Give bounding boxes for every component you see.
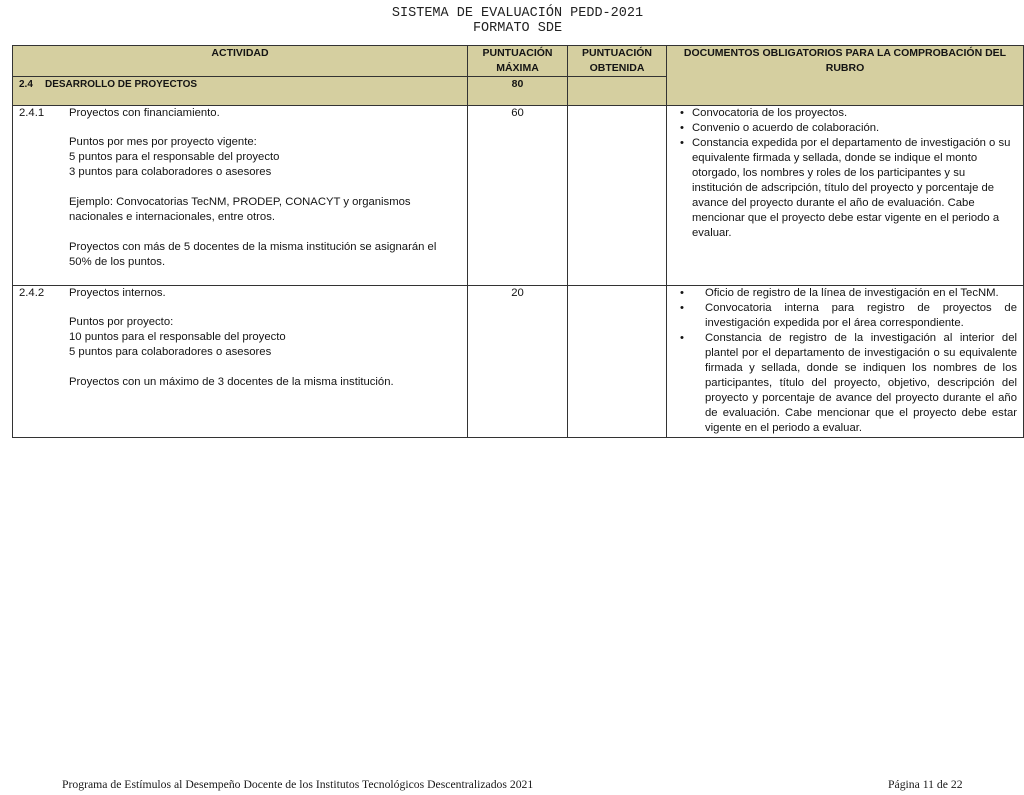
activity-title-line xyxy=(19,286,461,301)
table-row xyxy=(13,286,1024,438)
max-score: 20 xyxy=(468,286,568,438)
points-item: 5 puntos para colaboradores o asesores xyxy=(69,346,272,358)
points-item: 5 puntos para el responsable del proyecto xyxy=(69,151,280,163)
activity-cell xyxy=(13,106,468,286)
documents-list xyxy=(673,106,1017,241)
document-subtitle: FORMATO SDE xyxy=(472,21,563,36)
activity-title-line xyxy=(19,106,461,121)
section-number: 2.4 xyxy=(19,79,33,90)
footer-program: Programa de Estímulos al Desempeño Docente de los Institutos Tecnológicos Descentralizados 2021 xyxy=(62,778,534,791)
column-header-activity: ACTIVIDAD xyxy=(13,46,468,77)
activity-number: 2.4.2 xyxy=(19,287,45,299)
activity-details xyxy=(19,315,461,390)
column-header-documents: DOCUMENTOS OBLIGATORIOS PARA LA COMPROBACIÓN DEL RUBRO xyxy=(667,46,1024,106)
documents-cell xyxy=(667,106,1024,286)
points-item: 10 puntos para el responsable del proyecto xyxy=(69,331,286,343)
activity-note: Proyectos con un máximo de 3 docentes de la misma institución. xyxy=(69,376,394,388)
points-heading: Puntos por mes por proyecto vigente: xyxy=(69,136,257,148)
document-item: • Constancia expedida por el departamento de investigación o su equivalente firmada y sellada, donde se indique el monto otorgado, los nombres y roles de los participantes y su institución de adscripción, título del proyecto y porcentaje de avance del proyecto durante el año de evaluación. Cabe mencionar que el proyecto debe estar vigente en el periodo a evaluar. xyxy=(673,136,1017,241)
document-header xyxy=(12,6,1023,36)
document-item: • Oficio de registro de la línea de investigación en el TecNM. xyxy=(673,286,1017,301)
activity-title: Proyectos internos. xyxy=(69,287,166,299)
column-header-max-score: PUNTUACIÓN MÁXIMA xyxy=(468,46,568,77)
points-heading: Puntos por proyecto: xyxy=(69,316,174,328)
points-block xyxy=(69,315,461,360)
section-max-score: 80 xyxy=(468,77,568,106)
section-obtained-score xyxy=(568,77,667,106)
max-score: 60 xyxy=(468,106,568,286)
points-item: 3 puntos para colaboradores o asesores xyxy=(69,166,272,178)
document-item: • Convocatoria de los proyectos. xyxy=(673,106,1017,121)
activity-number: 2.4.1 xyxy=(19,107,45,119)
document-item: • Constancia de registro de la investigación al interior del plantel por el departamento de investigación o su equivalente firmada y sellada, donde se indiquen los nombres de los participantes, título del proyecto, objetivo, descripción del proyecto y porcentaje de avance del proyecto durante el año de evaluación. Cabe mencionar que el proyecto debe estar vigente en el periodo a evaluar. xyxy=(673,331,1017,436)
documents-cell xyxy=(667,286,1024,438)
activity-details xyxy=(19,135,461,270)
document-item: • Convocatoria interna para registro de proyectos de investigación expedida por el área correspondiente. xyxy=(673,301,1017,331)
section-title: DESARROLLO DE PROYECTOS xyxy=(45,79,198,90)
activity-note: Proyectos con más de 5 docentes de la misma institución se asignarán el 50% de los puntos. xyxy=(69,241,437,268)
activity-cell xyxy=(13,286,468,438)
obtained-score xyxy=(568,286,667,438)
table-row xyxy=(13,106,1024,286)
document-title: SISTEMA DE EVALUACIÓN PEDD-2021 xyxy=(391,6,644,21)
activity-note: Ejemplo: Convocatorias TecNM, PRODEP, CONACYT y organismos nacionales e internacionales, entre otros. xyxy=(69,196,411,223)
obtained-score xyxy=(568,106,667,286)
document-item: • Convenio o acuerdo de colaboración. xyxy=(673,121,1017,136)
section-title-cell xyxy=(13,77,468,106)
column-header-obtained-score: PUNTUACIÓN OBTENIDA xyxy=(568,46,667,77)
documents-list xyxy=(673,286,1017,436)
activity-title: Proyectos con financiamiento. xyxy=(69,107,220,119)
footer-page-number: Página 11 de 22 xyxy=(888,778,963,791)
points-block xyxy=(69,135,461,180)
table-header-row xyxy=(13,46,1024,77)
evaluation-table xyxy=(12,45,1024,438)
